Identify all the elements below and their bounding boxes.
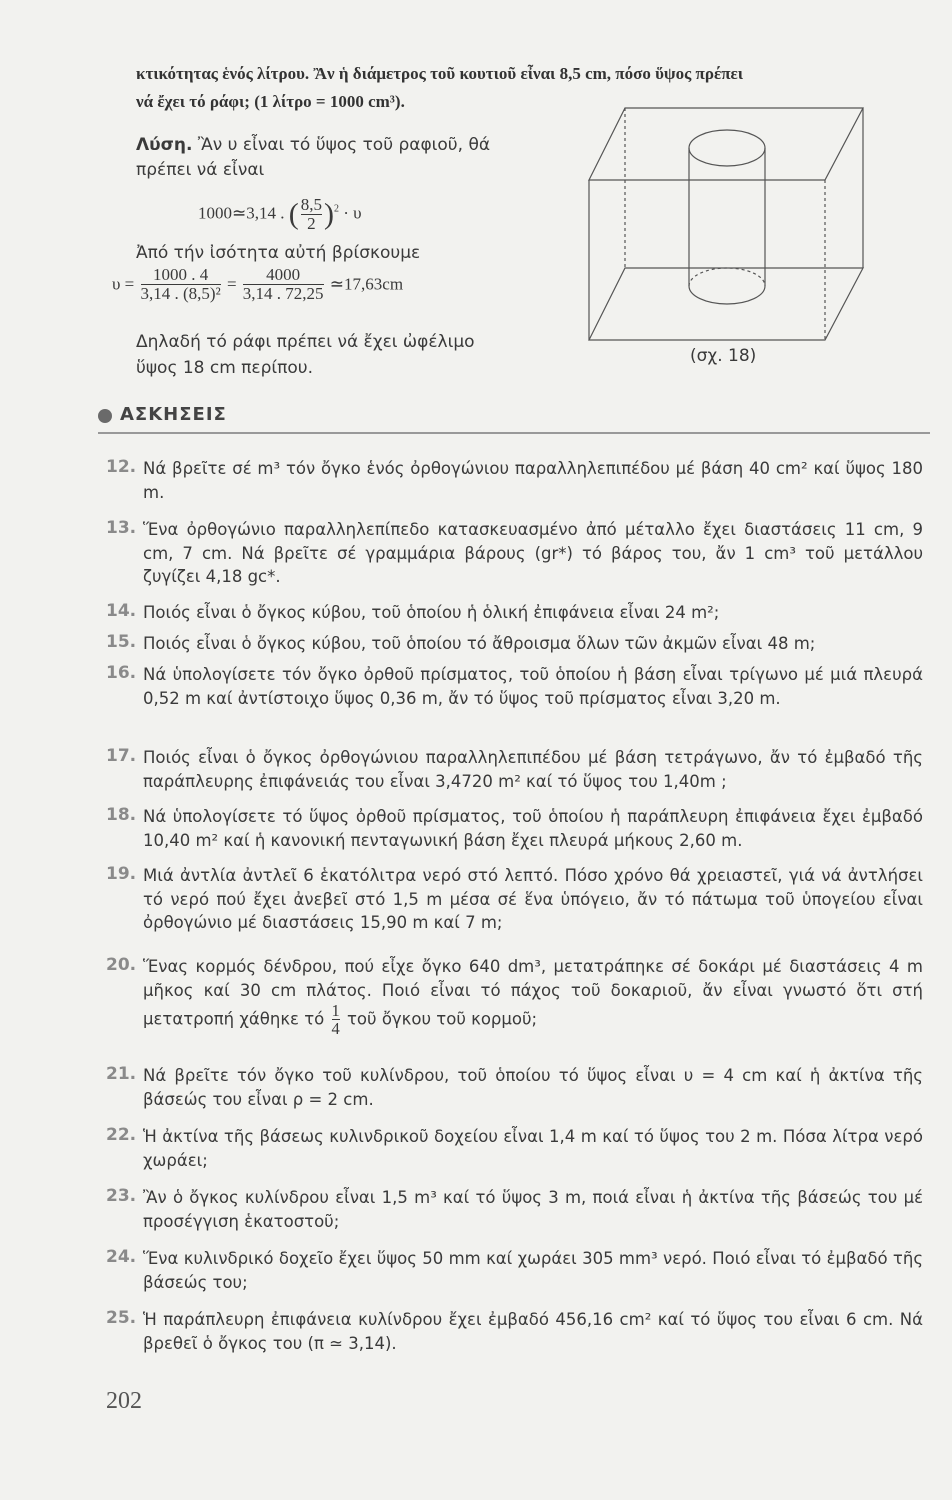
figure-caption: (σχ. 18) [690, 346, 757, 366]
exercise-21-number: 21. [106, 1064, 137, 1084]
equation-1: 1000≃3,14 . ( $\frac{8,5}{2}$ )$^2$ · υ [198, 195, 362, 233]
equation-2-f1-denominator: 3,14 . (8,5)² [140, 283, 221, 303]
section-title: ΑΣΚΗΣΕΙΣ [120, 404, 227, 425]
exercise-18-number: 18. [106, 805, 137, 825]
exercise-23-text: Ἂν ὁ ὄγκος κυλίνδρου εἶναι 1,5 m³ καί τό ὕψος 3 m, ποιά εἶναι ἡ ἀκτίνα τῆς βάσεώς του μέ προσέγγιση ἑκατοστοῦ; [143, 1188, 923, 1231]
exercise-23-number: 23. [106, 1186, 137, 1206]
exercise-19-number: 19. [106, 864, 137, 884]
section-divider [98, 432, 930, 434]
equation-1-numerator: 8,5 [300, 195, 322, 214]
exercise-16-number: 16. [106, 663, 137, 683]
intro-line-1: κτικότητας ἑνός λίτρου. Ἂν ἡ διάμετρος τοῦ κουτιοῦ εἶναι 8,5 cm, πόσο ὕψος πρέπει [136, 64, 744, 83]
exercise-22-number: 22. [106, 1125, 137, 1145]
figure-18-drawing [585, 100, 870, 345]
exercise-24-text: Ἕνα κυλινδρικό δοχεῖο ἔχει ὕψος 50 mm καί χωράει 305 mm³ νερό. Ποιό εἶναι τό ἐμβαδό τῆς βάσεώς του; [143, 1249, 923, 1292]
exercise-12-text: Νά βρεῖτε σέ m³ τόν ὄγκο ἑνός ὀρθογώνιου παραλληλεπιπέδου μέ βάση 40 cm² καί ὕψος 180 m. [143, 459, 923, 502]
intro-line-2: νά ἔχει τό ράφι; (1 λίτρο = 1000 cm³). [136, 92, 405, 111]
page-number: 202 [106, 1388, 142, 1414]
equation-1-right: · υ [343, 203, 362, 223]
exercise-21-text: Νά βρεῖτε τόν ὄγκο τοῦ κυλίνδρου, τοῦ ὁποίου τό ὕψος εἶναι υ = 4 cm καί ἡ ἀκτίνα τῆς βάσεώς του εἶναι ρ = 2 cm. [143, 1066, 923, 1109]
equation-1-exponent: 2 [334, 203, 339, 215]
solution-line-4: Δηλαδή τό ράφι πρέπει νά ἔχει ὠφέλιμο [136, 332, 475, 352]
exercise-17-number: 17. [106, 746, 137, 766]
exercise-25-text: Ἡ παράπλευρη ἐπιφάνεια κυλίνδρου ἔχει ἐμβαδό 456,16 cm² καί τό ὕψος του εἶναι 6 cm. Νά βρεθεῖ ὁ ὄγκος του (π ≃ 3,14). [143, 1310, 923, 1353]
exercise-20-number: 20. [106, 955, 137, 975]
exercise-22-text: Ἡ ἀκτίνα τῆς βάσεως κυλινδρικοῦ δοχείου εἶναι 1,4 m καί τό ὕψος του 2 m. Πόσα λίτρα νερό χωράει; [143, 1127, 923, 1170]
exercise-16-text: Νά ὑπολογίσετε τόν ὄγκο ὀρθοῦ πρίσματος, τοῦ ὁποίου ἡ βάση εἶναι τρίγωνο μέ μιά πλευρά 0,52 m καί ἀντίστοιχο ὕψος 0,36 m, ἄν τό ὕψος τοῦ πρίσματος εἶναι 3,20 m. [143, 665, 923, 708]
exercise-20-fraction [332, 1002, 340, 1038]
equation-1-denominator: 2 [301, 214, 322, 233]
equation-1-fraction [301, 196, 322, 233]
exercise-15-text: Ποιός εἶναι ὁ ὄγκος κύβου, τοῦ ὁποίου τό ἄθροισμα ὅλων τῶν ἀκμῶν εἶναι 48 m; [143, 634, 816, 653]
exercise-25-number: 25. [106, 1308, 137, 1328]
equation-2-f2-denominator: 3,14 . 72,25 [242, 283, 324, 303]
exercise-20-frac-num: 1 [331, 1001, 340, 1020]
solution-line-1-text: Ἂν υ εἶναι τό ὕψος τοῦ ραφιοῦ, θά [192, 135, 491, 155]
solution-line-1 [136, 135, 490, 155]
equation-2-f1-numerator: 1000 . 4 [152, 265, 209, 284]
solution-line-3: Ἀπό τήν ἰσότητα αὐτή βρίσκουμε [136, 243, 421, 263]
exercise-20-tail: τοῦ ὄγκου τοῦ κορμοῦ; [347, 1009, 538, 1029]
exercise-12-number: 12. [106, 457, 137, 477]
equation-2 [112, 266, 403, 303]
exercise-13-number: 13. [106, 518, 137, 538]
cylinder-top [689, 130, 765, 166]
equation-2-lhs: υ = [112, 274, 135, 294]
equation-1-left: 1000≃3,14 . [198, 203, 285, 223]
equation-2-result: ≃17,63cm [329, 274, 404, 294]
exercise-18-text: Νά ὑπολογίσετε τό ὕψος ὀρθοῦ πρίσματος, τοῦ ὁποίου ἡ παράπλευρη ἐπιφάνεια ἔχει ἐμβαδό 10,40 m² καί ἡ κανονική πενταγωνική βάση ἔχει πλευρά μήκους 2,60 m. [143, 807, 923, 850]
exercise-20-text [143, 955, 923, 1038]
equation-2-f2-numerator: 4000 [266, 265, 301, 284]
exercise-24-number: 24. [106, 1247, 137, 1267]
solution-line-2: πρέπει νά εἶναι [136, 160, 265, 180]
exercise-14-number: 14. [106, 601, 137, 621]
solution-label: Λύση. [136, 135, 193, 155]
equation-2-fraction-1 [141, 266, 221, 303]
exercise-17-text: Ποιός εἶναι ὁ ὄγκος ὀρθογώνιου παραλληλεπιπέδου μέ βάση τετράγωνο, ἄν τό ἐμβαδό τῆς παράπλευρης ἐπιφάνειάς του εἶναι 3,4720 m² καί τό ὕψος του 1,40m ; [143, 748, 923, 791]
exercise-19-text: Μιά ἀντλία ἀντλεῖ 6 ἑκατόλιτρα νερό στό λεπτό. Πόσο χρόνο θά χρειαστεῖ, γιά νά ἀντλήσει τό νερό πού ἔχει ἀνεβεῖ στό 1,5 m μέσα σέ ἕνα ὑπόγειο, ἄν τό πάτωμα τοῦ ὑπογείου εἶναι ὀρθογώνιο μέ διαστάσεις 15,90 m καί 7 m; [143, 866, 923, 932]
exercise-20-frac-den: 4 [331, 1019, 340, 1039]
bullet-icon [98, 409, 112, 423]
solution-line-5: ὕψος 18 cm περίπου. [136, 358, 314, 378]
exercise-14-text: Ποιός εἶναι ὁ ὄγκος κύβου, τοῦ ὁποίου ἡ ὁλική ἐπιφάνεια εἶναι 24 m²; [143, 603, 720, 622]
equation-2-equals: = [226, 274, 237, 294]
top-shelf [589, 108, 863, 180]
exercise-13-text: Ἕνα ὀρθογώνιο παραλληλεπίπεδο κατασκευασμένο ἀπό μέταλλο ἔχει διαστάσεις 11 cm, 9 cm, 7 cm. Νά βρεῖτε σέ γραμμάρια βάρους (gr*) τό βάρος του, ἄν 1 cm³ τοῦ μετάλλου ζυγίζει 4,18 gc*. [143, 520, 923, 586]
exercise-15-number: 15. [106, 632, 137, 652]
equation-2-fraction-2 [243, 266, 324, 303]
exercise-20-body: Ἕνας κορμός δένδρου, πού εἶχε ὄγκο 640 dm³, μετατράπηκε σέ δοκάρι μέ διαστάσεις 4 m μῆκος καί 30 cm πλάτος. Ποιό εἶναι τό πάχος τοῦ δοκαριοῦ, ἄν εἶναι γνωστό ὅτι στή μετατροπή χάθηκε τό [143, 957, 923, 1029]
